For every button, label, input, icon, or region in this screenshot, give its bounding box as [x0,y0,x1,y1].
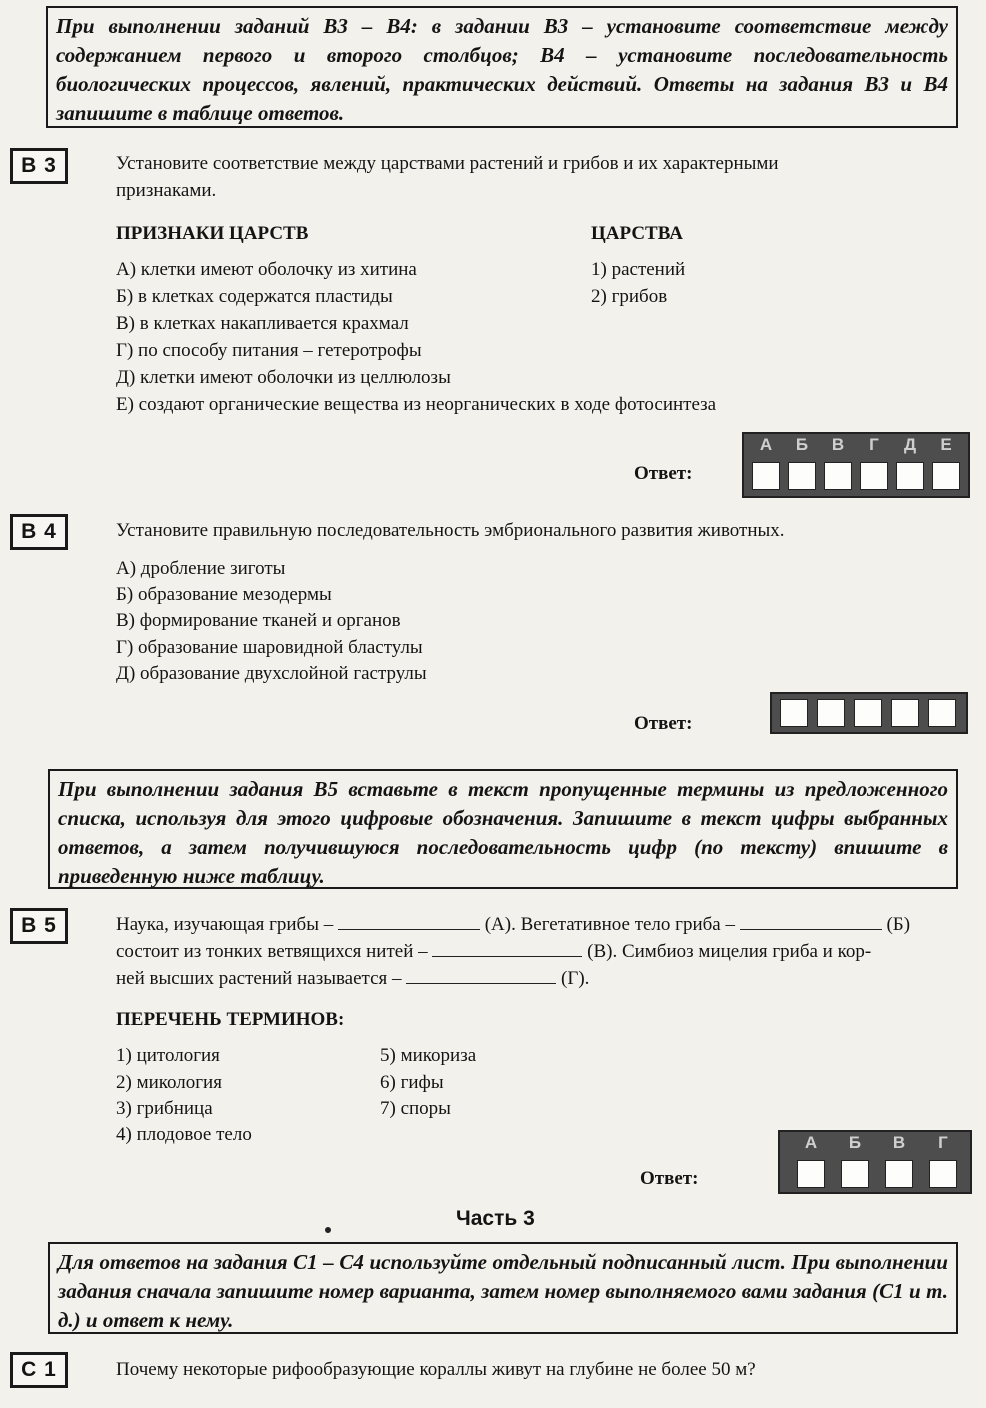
b3-left-heading: ПРИЗНАКИ ЦАРСТВ [116,223,309,244]
b3-feature-a: А) клетки имеют оболочку из хитина [116,259,417,280]
b3-answer-cell[interactable] [788,462,816,490]
instruction-b3-b4: При выполнении заданий В3 – В4: в задании В3 – установите соответствие между содержанием первого и второго столбцов; В4 – установите последовательность биологических процессов, явлений, практических действий. Ответы на задания В3 и В4 запишите в таблице ответов. [46,6,958,128]
b3-kingdom-2: 2) грибов [591,286,668,307]
b5-text-2a: состоит из тонких ветвящихся нитей – [116,941,428,962]
b5-blank-b[interactable] [740,911,882,930]
task-tag-b5: В 5 [10,908,68,944]
b3-feature-d: Г) по способу питания – гетеротрофы [116,340,422,361]
b3-question-line1: Установите соответствие между царствами растений и грибов и их характерными [116,153,779,174]
task-tag-b4: В 4 [10,514,68,550]
b5-blank-c[interactable] [432,938,582,957]
b3-feature-f: Е) создают органические вещества из неорганических в ходе фотосинтеза [116,394,717,415]
b4-answer-cell[interactable] [817,699,845,727]
b4-option-c: В) формирование тканей и органов [116,610,401,631]
b4-answer-cell[interactable] [780,699,808,727]
b5-terms-heading: ПЕРЕЧЕНЬ ТЕРМИНОВ: [116,1009,345,1030]
part3-title: Часть 3 [456,1207,535,1230]
b5-text-1b: (А). Вегетативное тело гриба – [484,914,735,935]
b4-option-e: Д) образование двухслойной гаструлы [116,663,427,684]
b5-letter-c: В [892,1133,906,1152]
b5-answer-cell[interactable] [797,1160,825,1188]
b3-feature-e: Д) клетки имеют оболочки из целлюлозы [116,367,451,388]
print-speck [325,1227,331,1233]
b4-option-b: Б) образование мезодермы [116,584,332,605]
b3-kingdom-1: 1) растений [591,259,686,280]
b4-answer-cell[interactable] [854,699,882,727]
b5-text-1c: (Б) [886,914,911,935]
b5-term-3: 3) грибница [116,1098,213,1119]
b5-term-1: 1) цитология [116,1045,220,1066]
b5-letter-d: Г [938,1133,948,1152]
b5-term-5: 5) микориза [380,1045,477,1066]
b4-option-a: А) дробление зиготы [116,558,286,579]
b3-letter-c: В [831,435,845,454]
b4-answer-cell[interactable] [891,699,919,727]
instruction-c: Для ответов на задания С1 – С4 используйте отдельный подписанный лист. При выполнении задания сначала запишите номер варианта, затем номер выполняемого вами задания (С1 и т. д.) и ответ к нему. [48,1242,958,1334]
b3-letter-f: Е [940,435,952,454]
b5-text-2b: (В). Симбиоз мицелия гриба и кор- [587,941,872,962]
task-tag-c1: С 1 [10,1352,68,1388]
b3-letter-e: Д [903,435,917,454]
task-tag-b3: В 3 [10,148,68,184]
b5-term-6: 6) гифы [380,1072,444,1093]
b3-answer-grid [742,432,970,498]
b3-answer-cell[interactable] [752,462,780,490]
b5-answer-cell[interactable] [885,1160,913,1188]
b5-answer-label: Ответ: [640,1168,699,1189]
b5-text-line1 [116,911,910,938]
b5-text-line3 [116,965,589,992]
b5-text-line2 [116,938,871,965]
b5-answer-cell[interactable] [841,1160,869,1188]
b3-letter-d: Г [869,435,879,454]
b3-feature-b: Б) в клетках содержатся пластиды [116,286,393,307]
b5-blank-a[interactable] [338,911,480,930]
b4-question: Установите правильную последовательность эмбрионального развития животных. [116,520,785,541]
b4-answer-cell[interactable] [928,699,956,727]
instruction-b5: При выполнении задания В5 вставьте в текст пропущенные термины из предложенного списка, используя для этого цифровые обозначения. Запишите в текст цифры выбранных ответов, а затем получившуюся последовательность цифр (по тексту) впишите в приведенную ниже таблицу. [48,769,958,889]
b5-term-2: 2) микология [116,1072,222,1093]
b3-question-line2: признаками. [116,180,217,201]
b3-letter-a: А [759,435,773,454]
b3-letter-b: Б [795,435,809,454]
b5-letter-b: Б [848,1133,862,1152]
b3-answer-cell[interactable] [824,462,852,490]
b4-answer-label: Ответ: [634,713,693,734]
b3-right-heading: ЦАРСТВА [591,223,683,244]
b4-option-d: Г) образование шаровидной бластулы [116,637,423,658]
b4-answer-grid [770,692,968,734]
b5-text-3b: (Г). [561,968,590,989]
b5-answer-grid [778,1130,972,1194]
b5-answer-cell[interactable] [929,1160,957,1188]
b3-answer-cell[interactable] [896,462,924,490]
b3-feature-c: В) в клетках накапливается крахмал [116,313,409,334]
b3-answer-cell[interactable] [860,462,888,490]
c1-question: Почему некоторые рифообразующие кораллы живут на глубине не более 50 м? [116,1359,756,1380]
b3-answer-cell[interactable] [932,462,960,490]
b5-term-4: 4) плодовое тело [116,1124,252,1145]
b3-answer-label: Ответ: [634,463,693,484]
b5-letter-a: А [804,1133,818,1152]
b5-blank-d[interactable] [406,965,556,984]
b5-text-1a: Наука, изучающая грибы – [116,914,334,935]
b5-term-7: 7) споры [380,1098,451,1119]
b5-text-3a: ней высших растений называется – [116,968,402,989]
